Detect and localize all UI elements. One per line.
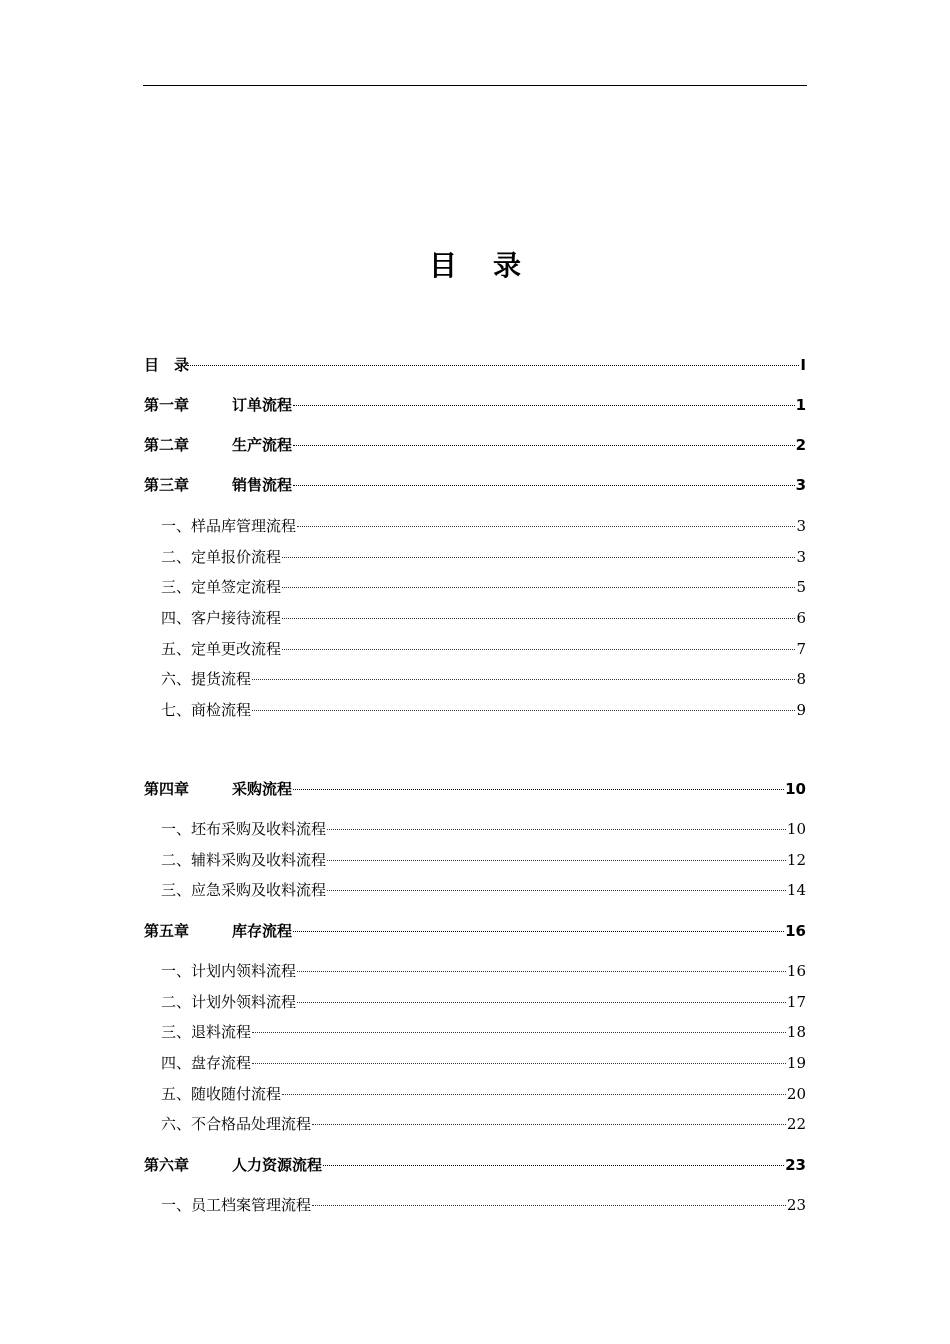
toc-page-number: 10 bbox=[785, 780, 806, 798]
toc-entry-label: 二、定单报价流程 bbox=[161, 548, 282, 566]
toc-entry-label: 六、提货流程 bbox=[161, 670, 252, 688]
toc-page-number: 1 bbox=[795, 396, 806, 414]
toc-chapter-number: 第五章 bbox=[144, 922, 190, 940]
dot-leader bbox=[297, 971, 786, 972]
dot-leader bbox=[327, 829, 786, 830]
toc-entry-label: 二、辅料采购及收料流程 bbox=[161, 851, 327, 869]
header-rule bbox=[143, 85, 807, 86]
toc-chapter-number: 第二章 bbox=[144, 436, 190, 454]
toc-chapter-number: 第三章 bbox=[144, 476, 190, 494]
toc-entry-label: 库存流程 bbox=[232, 922, 293, 940]
toc-section-entry[interactable] bbox=[161, 960, 806, 982]
toc-entry-label: 二、计划外领料流程 bbox=[161, 993, 297, 1011]
dot-leader bbox=[293, 789, 784, 790]
page-title bbox=[0, 246, 950, 286]
toc-page-number: 6 bbox=[796, 609, 806, 627]
dot-leader bbox=[293, 445, 795, 446]
toc-page-number: 23 bbox=[786, 1196, 806, 1214]
toc-section-entry[interactable] bbox=[161, 991, 806, 1013]
toc-page-number: 3 bbox=[795, 476, 806, 494]
dot-leader bbox=[293, 405, 795, 406]
dot-leader bbox=[312, 1124, 786, 1125]
toc-page-number: 14 bbox=[786, 881, 806, 899]
toc-page-number: 23 bbox=[785, 1156, 806, 1174]
toc-page-number: 3 bbox=[796, 548, 806, 566]
dot-leader bbox=[252, 679, 795, 680]
toc-chapter-entry[interactable] bbox=[144, 474, 806, 496]
toc-chapter-entry[interactable] bbox=[144, 354, 806, 376]
toc-entry-label: 五、定单更改流程 bbox=[161, 640, 282, 658]
toc-entry-label: 人力资源流程 bbox=[232, 1156, 323, 1174]
toc-entry-label: 四、客户接待流程 bbox=[161, 609, 282, 627]
dot-leader bbox=[252, 710, 795, 711]
toc-page-number: 2 bbox=[795, 436, 806, 454]
toc-entry-label: 生产流程 bbox=[232, 436, 293, 454]
toc-page-number: 16 bbox=[785, 922, 806, 940]
toc-entry-label: 三、退料流程 bbox=[161, 1023, 252, 1041]
dot-leader bbox=[282, 557, 795, 558]
toc-entry-label: 七、商检流程 bbox=[161, 701, 252, 719]
toc-page-number: I bbox=[800, 356, 806, 374]
toc-page-number: 7 bbox=[796, 640, 806, 658]
toc-chapter-number: 第六章 bbox=[144, 1156, 190, 1174]
toc-chapter-entry[interactable] bbox=[144, 920, 806, 942]
dot-leader bbox=[293, 485, 795, 486]
toc-chapter-number: 第四章 bbox=[144, 780, 190, 798]
toc-section-entry[interactable] bbox=[161, 638, 806, 660]
dot-leader bbox=[252, 1063, 786, 1064]
toc-entry-label: 一、员工档案管理流程 bbox=[161, 1196, 312, 1214]
toc-section-entry[interactable] bbox=[161, 1021, 806, 1043]
toc-entry-label: 一、坯布采购及收料流程 bbox=[161, 820, 327, 838]
toc-entry-label: 四、盘存流程 bbox=[161, 1054, 252, 1072]
toc-entry-label: 销售流程 bbox=[232, 476, 293, 494]
dot-leader bbox=[252, 1032, 786, 1033]
toc-page-number: 9 bbox=[796, 701, 806, 719]
toc-page-number: 22 bbox=[786, 1115, 806, 1133]
page-title-left: 目 bbox=[428, 249, 457, 282]
toc-section-entry[interactable] bbox=[161, 515, 806, 537]
page-title-right: 录 bbox=[493, 249, 522, 282]
toc-page-number: 12 bbox=[786, 851, 806, 869]
dot-leader bbox=[187, 365, 799, 366]
toc-entry-label: 五、随收随付流程 bbox=[161, 1085, 282, 1103]
dot-leader bbox=[323, 1165, 784, 1166]
toc-section-entry[interactable] bbox=[161, 879, 806, 901]
toc-chapter-entry[interactable] bbox=[144, 778, 806, 800]
toc-section-entry[interactable] bbox=[161, 699, 806, 721]
toc-page-number: 18 bbox=[786, 1023, 806, 1041]
toc-entry-label: 一、样品库管理流程 bbox=[161, 517, 297, 535]
toc-section-entry[interactable] bbox=[161, 668, 806, 690]
dot-leader bbox=[282, 587, 795, 588]
toc-section-entry[interactable] bbox=[161, 1113, 806, 1135]
toc-page-number: 3 bbox=[796, 517, 806, 535]
toc-entry-label: 订单流程 bbox=[232, 396, 293, 414]
dot-leader bbox=[293, 931, 784, 932]
dot-leader bbox=[282, 649, 795, 650]
dot-leader bbox=[297, 1002, 786, 1003]
toc-chapter-entry[interactable] bbox=[144, 394, 806, 416]
toc-page-number: 16 bbox=[786, 962, 806, 980]
dot-leader bbox=[297, 526, 795, 527]
dot-leader bbox=[282, 618, 795, 619]
dot-leader bbox=[327, 890, 786, 891]
toc-page-number: 10 bbox=[786, 820, 806, 838]
toc-page-number: 20 bbox=[786, 1085, 806, 1103]
toc-section-entry[interactable] bbox=[161, 1194, 806, 1216]
toc-entry-label: 六、不合格品处理流程 bbox=[161, 1115, 312, 1133]
toc-entry-label: 一、计划内领料流程 bbox=[161, 962, 297, 980]
toc-entry-label: 采购流程 bbox=[232, 780, 293, 798]
toc-page-number: 17 bbox=[786, 993, 806, 1011]
toc-section-entry[interactable] bbox=[161, 818, 806, 840]
toc-page-number: 5 bbox=[796, 578, 806, 596]
dot-leader bbox=[282, 1094, 786, 1095]
dot-leader bbox=[327, 860, 786, 861]
toc-chapter-number: 第一章 bbox=[144, 396, 190, 414]
toc-section-entry[interactable] bbox=[161, 546, 806, 568]
toc-section-entry[interactable] bbox=[161, 607, 806, 629]
toc-chapter-number: 目 录 bbox=[144, 356, 190, 374]
toc-entry-label: 三、应急采购及收料流程 bbox=[161, 881, 327, 899]
toc-chapter-entry[interactable] bbox=[144, 434, 806, 456]
toc-entry-label: 三、定单签定流程 bbox=[161, 578, 282, 596]
dot-leader bbox=[312, 1205, 786, 1206]
toc-section-entry[interactable] bbox=[161, 1083, 806, 1105]
toc-section-entry[interactable] bbox=[161, 849, 806, 871]
toc-page-number: 19 bbox=[786, 1054, 806, 1072]
toc-page-number: 8 bbox=[796, 670, 806, 688]
toc-section-entry[interactable] bbox=[161, 576, 806, 598]
toc-chapter-entry[interactable] bbox=[144, 1154, 806, 1176]
toc-section-entry[interactable] bbox=[161, 1052, 806, 1074]
